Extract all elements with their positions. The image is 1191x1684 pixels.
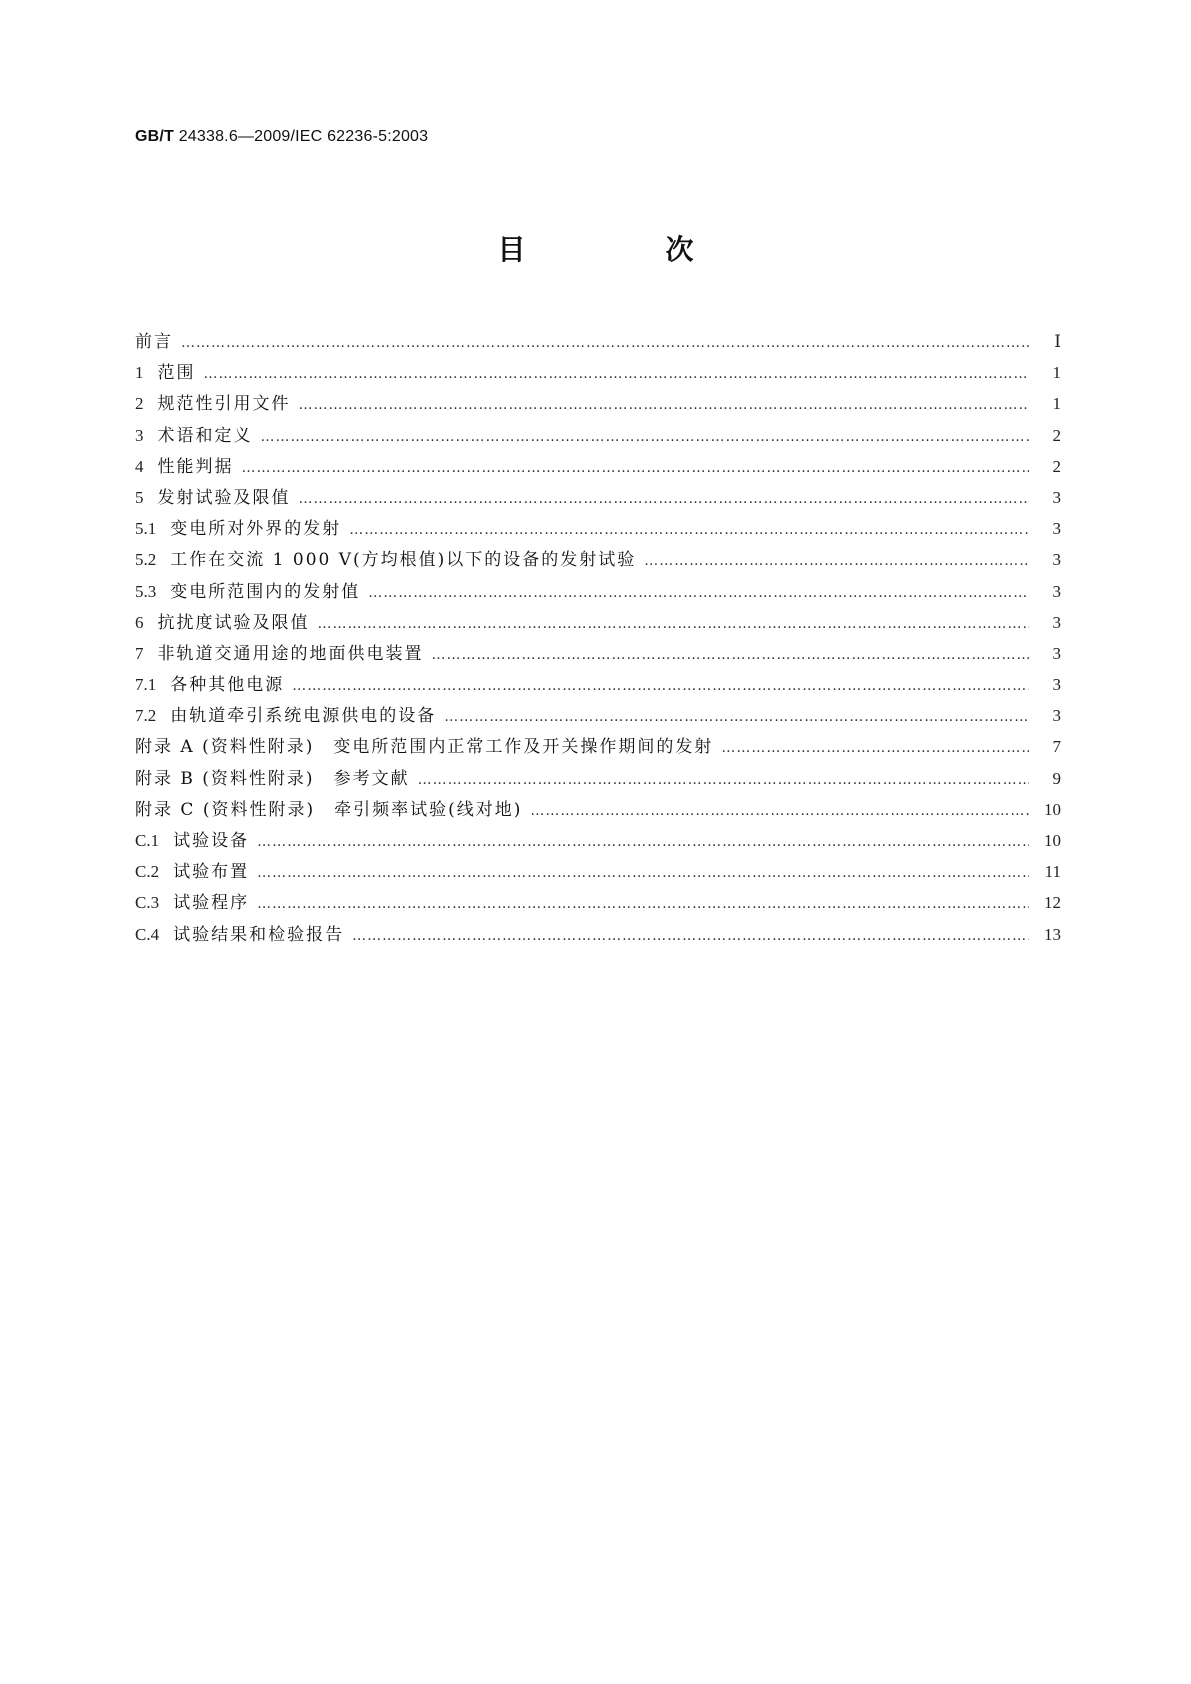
toc-dot-leader: [721, 733, 1029, 764]
toc-entry-number: 1: [135, 363, 144, 383]
toc-page-number: 3: [1052, 487, 1061, 507]
toc-entry-number: C.1: [135, 831, 160, 850]
toc-entry-title: 范围: [157, 363, 196, 384]
toc-page-number: 10: [1044, 799, 1061, 819]
toc-entry-number: 4: [135, 456, 144, 476]
toc-entry-title: 抗扰度试验及限值: [157, 612, 310, 633]
toc-entry-number: C.3: [135, 893, 160, 913]
toc-dot-leader: [352, 921, 1029, 952]
toc-dot-leader: [368, 578, 1029, 609]
toc-entry-label: [135, 700, 444, 732]
toc-entry-label: [135, 388, 299, 420]
toc-dot-leader: [257, 889, 1029, 920]
toc-page-number: 3: [1052, 581, 1061, 601]
toc-page-number: 13: [1044, 924, 1061, 944]
toc-page-number: 3: [1052, 706, 1061, 726]
toc-entry-label: [135, 732, 721, 763]
toc-entry[interactable]: [135, 357, 1061, 388]
toc-dot-leader: [242, 453, 1030, 484]
toc-entry-title: 规范性引用文件: [157, 394, 291, 415]
toc-entry[interactable]: [135, 420, 1061, 451]
toc-entry-title: 前言: [135, 332, 173, 352]
toc-entry[interactable]: [135, 388, 1061, 419]
toc-page-number: 2: [1052, 425, 1061, 445]
toc-dot-leader: [261, 422, 1030, 453]
toc-entry-number: 7.2: [135, 706, 157, 726]
toc-entry[interactable]: [135, 919, 1061, 950]
toc-page-number: 9: [1052, 768, 1061, 788]
toc-entry-title: 变电所范围内的发射值: [170, 581, 361, 602]
toc-dot-leader: [418, 765, 1029, 796]
toc-entry-title: 试验设备: [173, 831, 250, 851]
toc-entry-title: 变电所对外界的发射: [170, 519, 342, 540]
toc-entry-label: [135, 919, 352, 951]
toc-page-number: 3: [1052, 643, 1061, 663]
toc-entry[interactable]: [135, 326, 1061, 357]
toc-page-number: 10: [1044, 831, 1061, 850]
toc-page-number: 12: [1044, 893, 1061, 913]
toc-page-number: 2: [1052, 456, 1061, 476]
toc-entry[interactable]: [135, 731, 1061, 762]
toc-entry[interactable]: [135, 763, 1061, 794]
toc-entry-title: 附录 B (资料性附录) 参考文献: [135, 768, 410, 789]
toc-dot-leader: [530, 796, 1029, 827]
toc-dot-leader: [292, 671, 1029, 702]
toc-entry-title: 工作在交流 1 000 V(方均根值)以下的设备的发射试验: [170, 550, 637, 571]
toc-entry-number: 5: [135, 487, 144, 507]
toc-entry-label: [135, 825, 257, 857]
toc-entry[interactable]: [135, 544, 1061, 575]
toc-entry-title: 术语和定义: [157, 425, 253, 446]
toc-page-number: 7: [1052, 737, 1061, 757]
toc-dot-leader: [318, 609, 1030, 640]
toc-entry-number: 5.3: [135, 581, 157, 601]
toc-entry-label: [135, 544, 644, 576]
toc-entry-number: 5.2: [135, 550, 157, 570]
toc-dot-leader: [444, 702, 1029, 733]
toc-title: 目 次: [497, 233, 750, 266]
toc-entry-label: [135, 357, 204, 389]
toc-entry-label: [135, 513, 349, 545]
toc-entry-title: 试验结果和检验报告: [173, 924, 345, 945]
toc-page-number: 1: [1052, 363, 1061, 383]
toc-page-number: 1: [1052, 394, 1061, 414]
toc-dot-leader: [644, 546, 1029, 577]
toc-entry-label: [135, 327, 181, 358]
toc-entry-number: 7.1: [135, 675, 157, 695]
toc-entry-label: [135, 669, 292, 701]
toc-entry[interactable]: [135, 825, 1061, 856]
toc-entry-title: 由轨道牵引系统电源供电的设备: [170, 706, 437, 727]
toc-dot-leader: [299, 390, 1030, 421]
toc-dot-leader: [204, 359, 1030, 390]
standard-code: [135, 128, 428, 146]
toc-entry[interactable]: [135, 856, 1061, 887]
toc-entry-number: 6: [135, 612, 144, 632]
toc-entry-number: 3: [135, 425, 144, 445]
toc-dot-leader: [432, 640, 1030, 671]
toc-page-number: 3: [1052, 675, 1061, 695]
toc-page-number: 3: [1052, 550, 1061, 570]
toc-entry[interactable]: [135, 669, 1061, 700]
toc-entry[interactable]: [135, 638, 1061, 669]
toc-entry-title: 发射试验及限值: [157, 487, 291, 508]
toc-entry-label: [135, 482, 299, 514]
toc-entry-number: 7: [135, 643, 144, 663]
toc-entry[interactable]: [135, 887, 1061, 918]
toc-entry-number: C.2: [135, 862, 160, 882]
toc-entry[interactable]: [135, 513, 1061, 544]
toc-entry[interactable]: [135, 451, 1061, 482]
toc-dot-leader: [257, 858, 1029, 889]
toc-dot-leader: [181, 328, 1029, 359]
toc-entry-label: [135, 764, 418, 795]
toc-dot-leader: [349, 515, 1029, 546]
toc-page-number: 11: [1044, 862, 1061, 882]
toc-entry-title: 试验布置: [173, 862, 250, 883]
toc-entry-label: [135, 576, 368, 608]
toc-entry-number: 2: [135, 394, 144, 414]
toc-entry-label: [135, 607, 318, 639]
toc-entry-title: 各种其他电源: [170, 675, 285, 696]
toc-entry[interactable]: [135, 576, 1061, 607]
toc-page-number: 3: [1052, 519, 1061, 539]
toc-entry-title: 非轨道交通用途的地面供电装置: [157, 643, 424, 664]
toc-entry-label: [135, 795, 530, 826]
toc-entry[interactable]: [135, 700, 1061, 731]
toc-dot-leader: [299, 484, 1030, 515]
toc-entry-label: [135, 856, 257, 888]
toc-entry-title: 附录 A (资料性附录) 变电所范围内正常工作及开关操作期间的发射: [135, 737, 714, 758]
table-of-contents: [135, 326, 1061, 950]
toc-entry-title: 试验程序: [173, 893, 250, 914]
toc-page-number: 3: [1052, 612, 1061, 632]
toc-page-number: Ⅰ: [1054, 332, 1061, 351]
toc-entry[interactable]: [135, 794, 1061, 825]
standard-code-prefix: GB/T: [135, 128, 175, 145]
toc-entry-number: C.4: [135, 924, 160, 944]
toc-entry-title: 性能判据: [157, 456, 234, 477]
toc-entry[interactable]: [135, 482, 1061, 513]
toc-entry-number: 5.1: [135, 519, 157, 539]
toc-entry-label: [135, 420, 261, 452]
toc-entry-title: 附录 C (资料性附录) 牵引频率试验(线对地): [135, 799, 523, 820]
toc-dot-leader: [257, 827, 1029, 858]
standard-code-number: 24338.6—2009/IEC 62236-5:2003: [178, 128, 429, 145]
toc-entry[interactable]: [135, 607, 1061, 638]
toc-entry-label: [135, 638, 432, 670]
toc-entry-label: [135, 887, 257, 919]
toc-entry-label: [135, 451, 242, 483]
